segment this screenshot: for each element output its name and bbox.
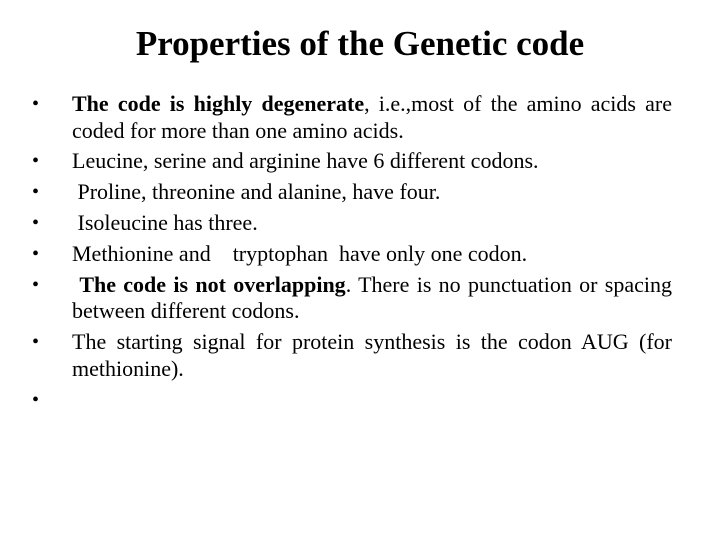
bullet-item-empty [32,387,672,414]
bullet-item [32,241,672,268]
bullet-icon: • [32,388,40,411]
bullet-text: Methionine and tryptophan have only one codon. [72,241,528,267]
bullet-list [32,91,672,418]
bullet-icon: • [32,93,40,115]
bullet-icon: • [32,273,40,296]
bullet-text: Proline, threonine and alanine, have four. [72,179,441,205]
bullet-icon: • [32,212,40,235]
bullet-text: The starting signal for protein synthesis is the codon AUG (for methionine). [72,329,672,381]
bullet-icon: • [32,181,40,204]
slide-title: Properties of the Genetic code [135,24,585,63]
bullet-bold-text: The code is not overlapping [72,271,346,297]
bullet-text: , i.e.,most of the amino acids are coded for more than one amino acids. [72,91,672,143]
bullet-text: . There is no punctuation or spacing between different codons. [72,271,673,324]
bullet-item [32,329,672,382]
bullet-item [32,179,672,206]
bullet-item [32,148,672,175]
bullet-text: Isoleucine has three. [72,210,258,236]
bullet-text: Leucine, serine and arginine have 6 different codons. [72,148,539,174]
bullet-item [32,91,672,144]
bullet-icon: • [32,331,40,354]
bullet-item [32,272,672,325]
bullet-icon: • [32,243,40,266]
bullet-item [32,210,672,237]
bullet-icon: • [32,150,40,173]
bullet-bold-text: The code is highly degenerate [72,91,365,116]
